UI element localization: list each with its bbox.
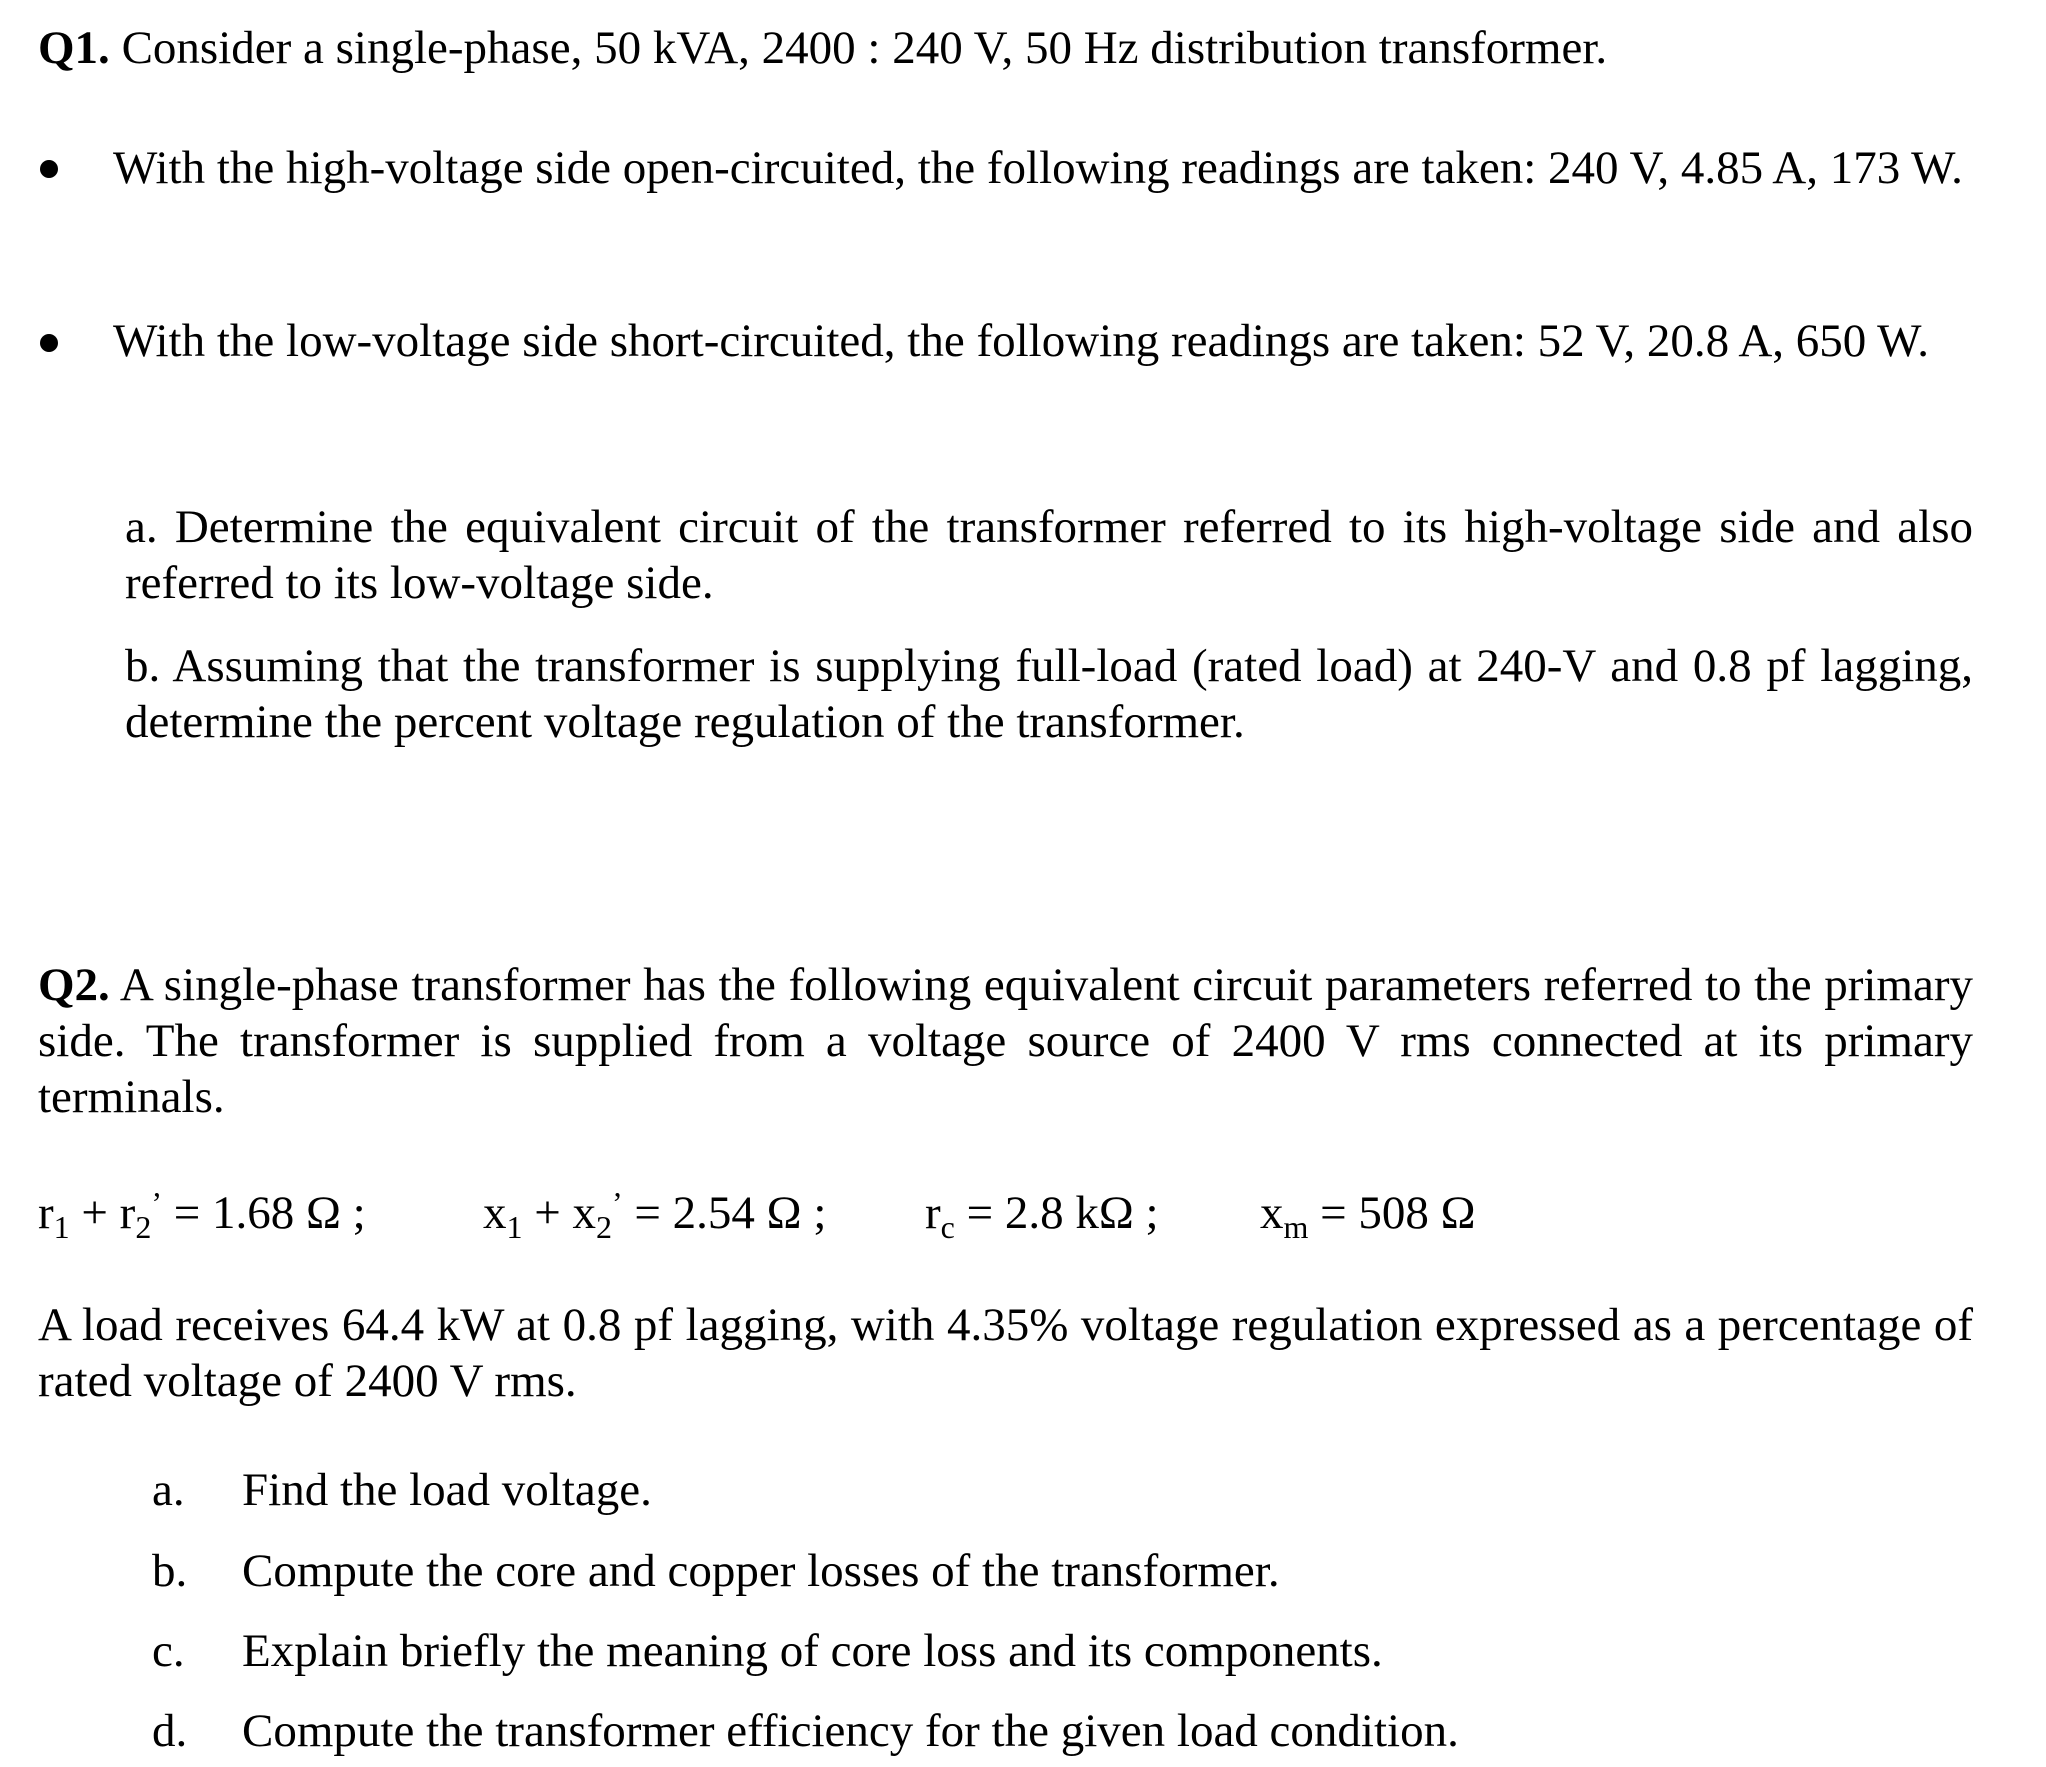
q1-bullet-2: With the low-voltage side short-circuited, the following readings are taken: 52 V, 20.8 A, 650 W.	[113, 315, 1929, 367]
q2-part-d-letter: d.	[152, 1705, 188, 1757]
q2-part-a-letter: a.	[152, 1464, 185, 1516]
param-rc: $r_c = 2.8$ kΩ ;	[925, 1187, 1159, 1245]
q1-part-a: a. Determine the equivalent circuit of the transformer referred to its high-voltage side and also referred to its low-voltage side.	[125, 501, 1973, 609]
q1-bullet-1: With the high-voltage side open-circuited, the following readings are taken: 240 V, 4.85 A, 173 W.	[113, 142, 1963, 194]
q2-part-a-text: Find the load voltage.	[242, 1464, 652, 1516]
q2-intro: A single-phase transformer has the following equivalent circuit parameters referred to the primary side. The transformer is supplied from a voltage source of 2400 V rms connected at its primary terminals.	[38, 959, 1973, 1123]
param-x-sum: $x_1 + x_2^’ = 2.54$ Ω ;	[483, 1185, 827, 1245]
param-xm: $x_m = 508$ Ω	[1260, 1187, 1476, 1245]
q2-load-text: A load receives 64.4 kW at 0.8 pf lagging, with 4.35% voltage regulation expressed as a percentage of rated voltage of 2400 V rms.	[38, 1299, 1973, 1407]
q2-part-b-text: Compute the core and copper losses of the transformer.	[242, 1545, 1280, 1597]
q2-label: Q2.	[38, 959, 110, 1011]
q2-part-c-text: Explain briefly the meaning of core loss and its components.	[242, 1625, 1383, 1677]
bullet-icon	[40, 334, 58, 352]
q2-part-c-letter: c.	[152, 1625, 185, 1677]
q1-part-b: b. Assuming that the transformer is supplying full-load (rated load) at 240-V and 0.8 pf lagging, determine the percent voltage regulation of the transformer.	[125, 640, 1973, 748]
q1-intro: Consider a single-phase, 50 kVA, 2400 : 240 V, 50 Hz distribution transformer.	[121, 22, 1608, 74]
param-r-sum: $r_1 + r_2^’ = 1.68$ Ω ;	[38, 1185, 366, 1245]
q2-part-b-letter: b.	[152, 1545, 188, 1597]
q2-intro-block	[38, 957, 1973, 1125]
q1-heading	[38, 20, 1998, 76]
q1-label: Q1.	[38, 22, 110, 74]
q2-part-d-text: Compute the transformer efficiency for the given load condition.	[242, 1705, 1459, 1757]
bullet-icon	[40, 160, 58, 178]
